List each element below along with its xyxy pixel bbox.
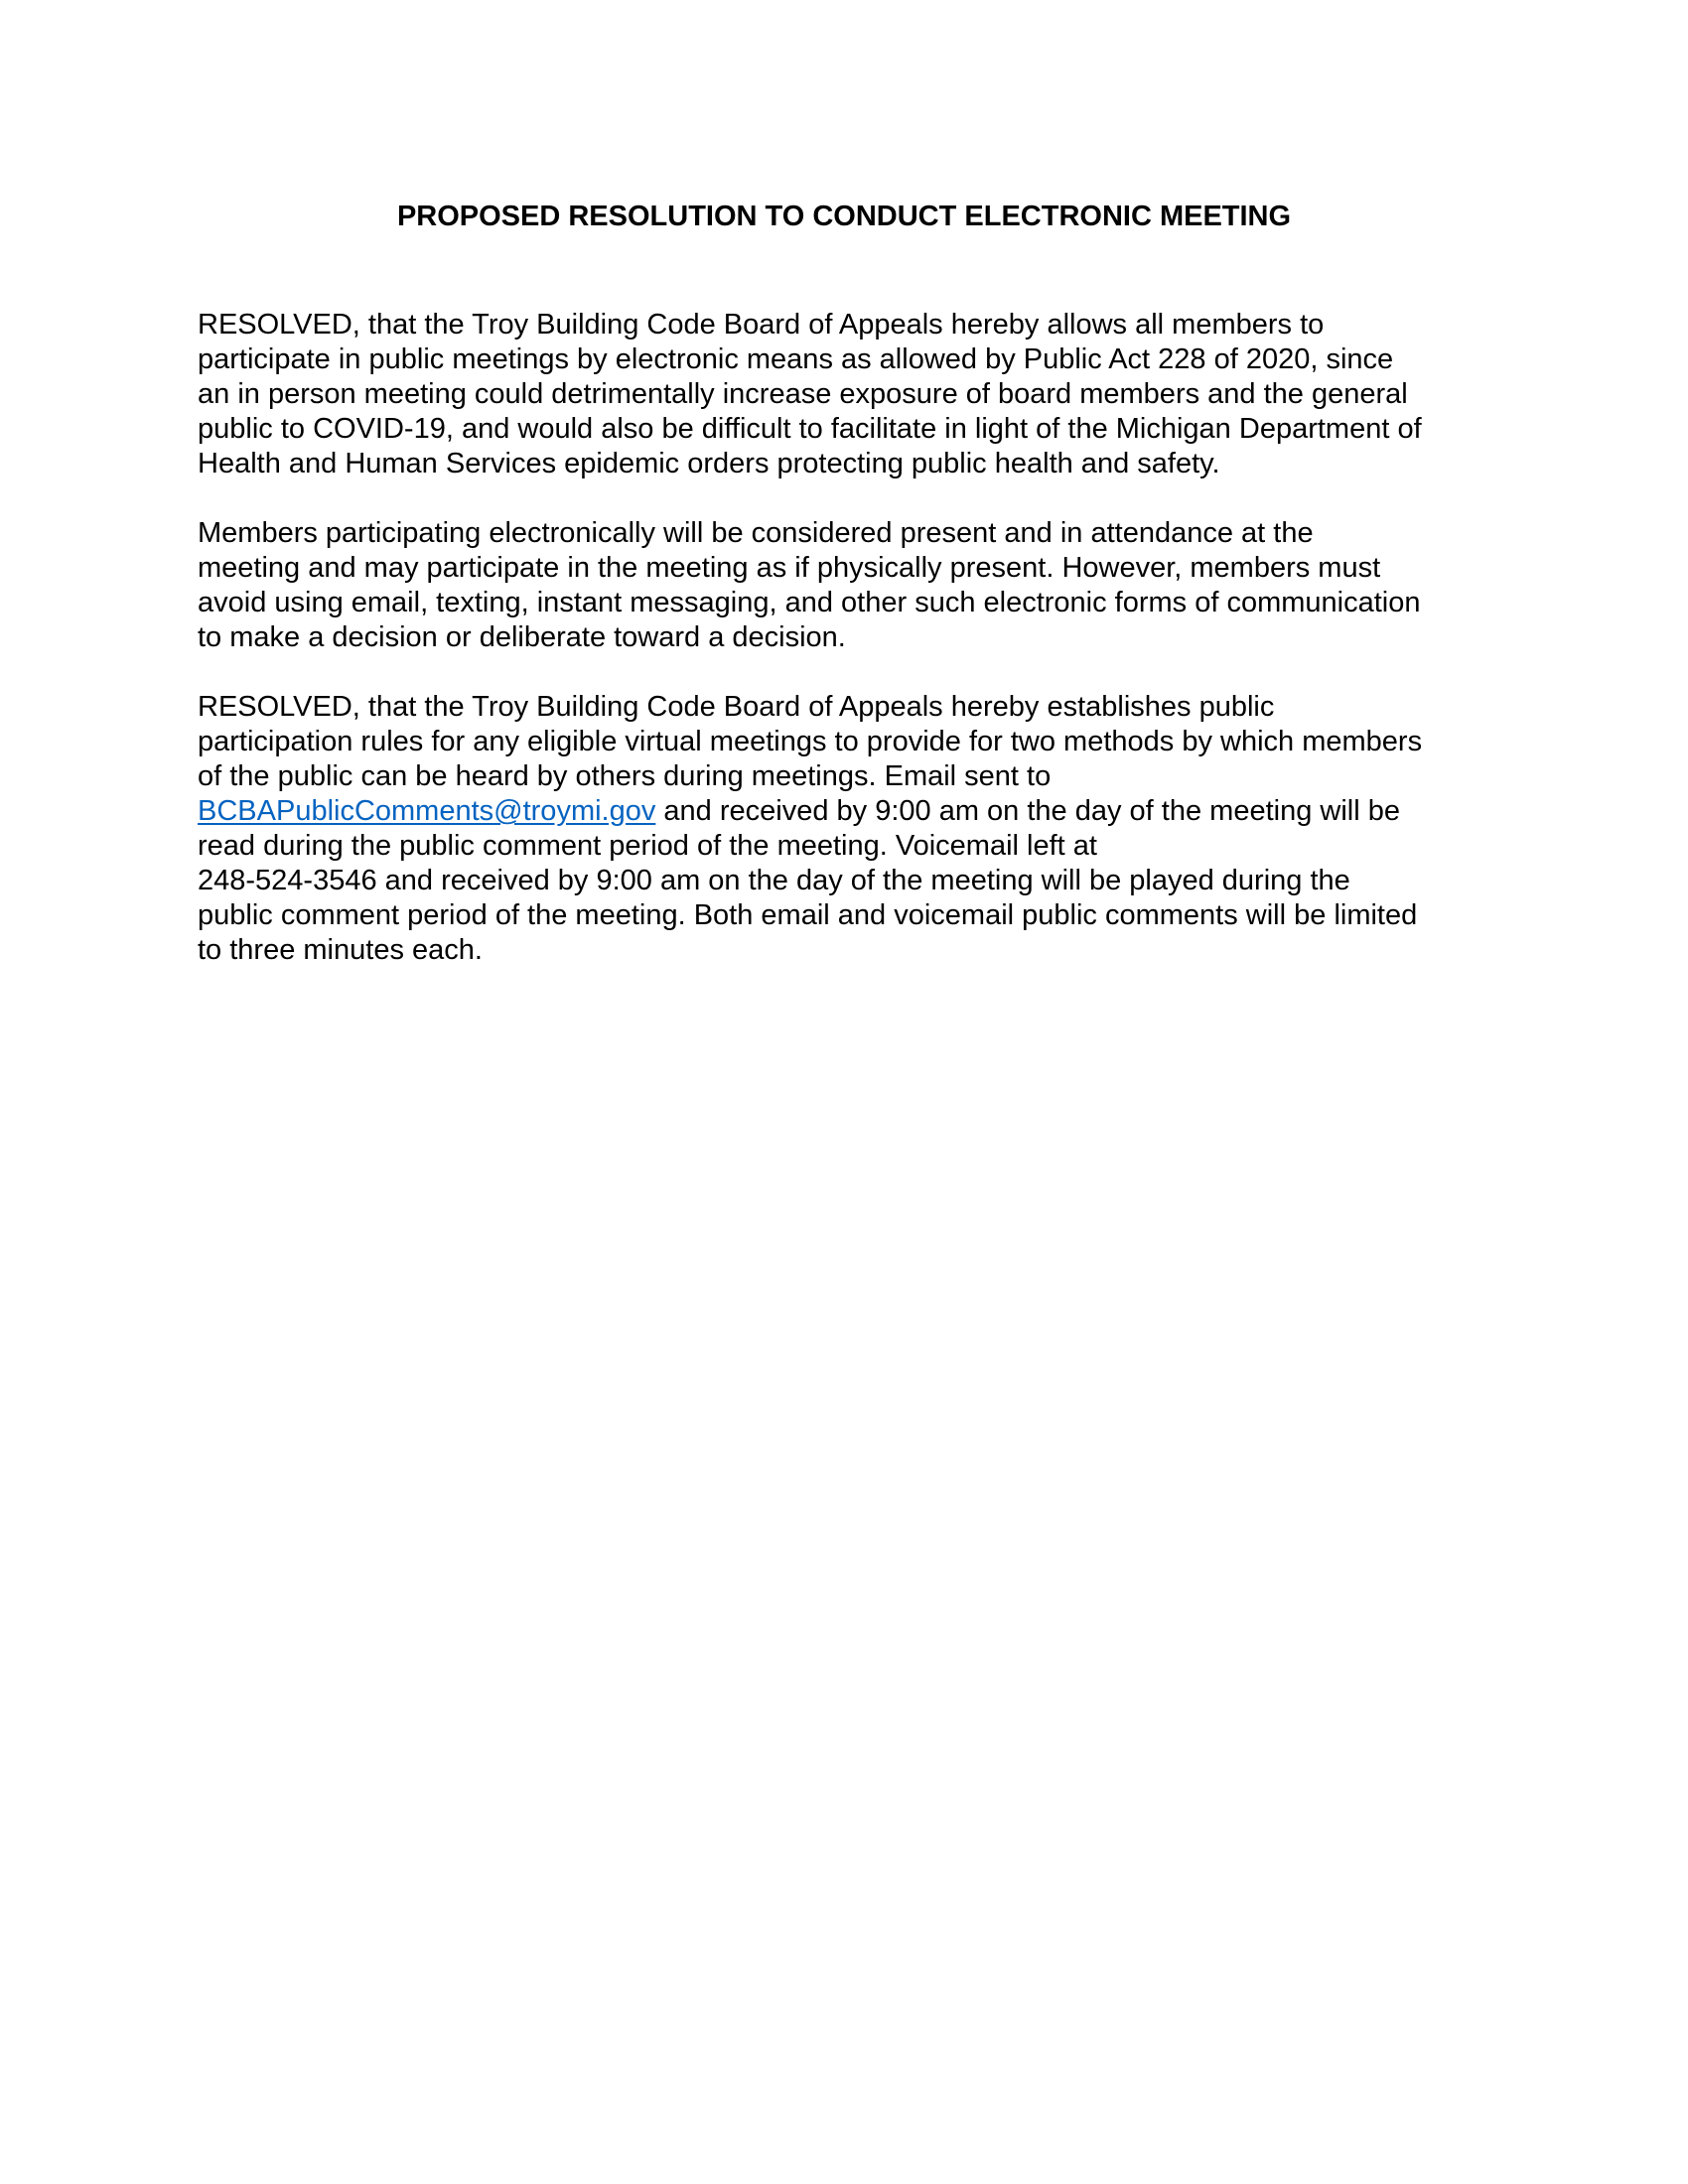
paragraph-line: RESOLVED, that the Troy Building Code Board of Appeals hereby establishes public	[198, 691, 1275, 723]
paragraph-line: participate in public meetings by electronic means as allowed by Public Act 228 of 2020, since	[198, 343, 1394, 375]
paragraph-line: meeting and may participate in the meeting as if physically present. However, members must	[198, 552, 1381, 584]
paragraph-line: an in person meeting could detrimentally increase exposure of board members and the general	[198, 378, 1408, 410]
paragraph-line: of the public can be heard by others during meetings. Email sent to	[198, 760, 1052, 792]
paragraph-line: participation rules for any eligible virtual meetings to provide for two methods by which members	[198, 726, 1423, 757]
paragraph-line: read during the public comment period of the meeting. Voicemail left at	[198, 830, 1097, 862]
resolution-paragraph-2	[198, 690, 1498, 968]
paragraph-line: 248-524-3546 and received by 9:00 am on the day of the meeting will be played during the	[198, 865, 1350, 896]
resolution-paragraph-1	[198, 308, 1498, 481]
paragraph-line: avoid using email, texting, instant messaging, and other such electronic forms of communication	[198, 587, 1421, 618]
public-comments-email-link[interactable]: BCBAPublicComments@troymi.gov	[198, 795, 656, 827]
members-paragraph	[198, 516, 1498, 655]
paragraph-line: Members participating electronically will be considered present and in attendance at the	[198, 517, 1314, 549]
paragraph-line: public comment period of the meeting. Both email and voicemail public comments will be limited	[198, 899, 1418, 931]
paragraph-line: to three minutes each.	[198, 934, 483, 966]
paragraph-line: RESOLVED, that the Troy Building Code Board of Appeals hereby allows all members to	[198, 309, 1325, 341]
paragraph-line: to make a decision or deliberate toward a decision.	[198, 621, 846, 653]
paragraph-line: public to COVID-19, and would also be difficult to facilitate in light of the Michigan Department of	[198, 413, 1422, 445]
paragraph-line-with-email	[198, 794, 1498, 829]
paragraph-line-fragment: and received by 9:00 am on the day of the meeting will be	[655, 795, 1400, 827]
paragraph-line: Health and Human Services epidemic orders protecting public health and safety.	[198, 448, 1220, 479]
document-title: PROPOSED RESOLUTION TO CONDUCT ELECTRONIC MEETING	[396, 201, 1292, 232]
